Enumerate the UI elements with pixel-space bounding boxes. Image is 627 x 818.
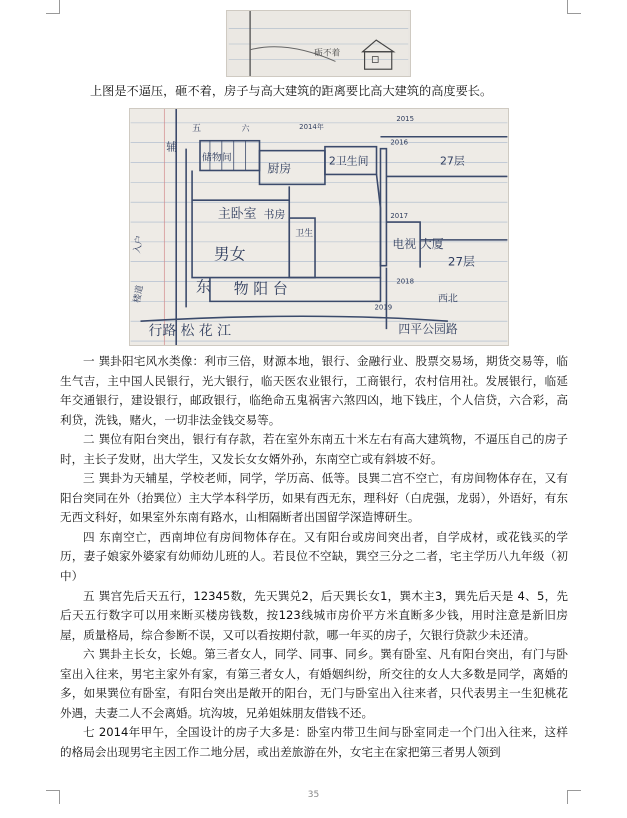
label-study: 书房 <box>263 208 286 222</box>
paragraph-3: 三 巽卦为天辅星，学校老师，同学，学历高、低等。艮巽二宫不空亡，有房间物体存在，又有阳台突同在外（抬巽位）主大学本科学历，如果有西无东，理科好（白虎强，龙弱），外语好，有东无西文科好，如果室外东南有路水，山相隔断者出国留学深造博研生。 <box>60 471 568 525</box>
sketch-top-drawing <box>227 11 410 76</box>
label-park: 四平公园路 <box>398 322 458 337</box>
image-caption: 上图是不逼压，砸不着，房子与高大建筑的距离要比高大建筑的高度要长。 <box>90 84 493 98</box>
label-toilet: 卫生 <box>295 228 314 239</box>
paragraph-5: 五 巽宫先后天五行，12345数，先天巽兑2，后天巽长女1，巽木主3，巽先后天是 4、5，先后天五行数字可以用来断买楼房钱数，按123线城市房价平方米直断多少钱，用时注意是新旧房屋，质量格局，综合参断不误，又可以看按期付款，哪一年买的房子，欠银行贷款少未还清。 <box>60 588 568 642</box>
label-tv: 电视 大厦 <box>392 236 444 251</box>
sketch-photo-top <box>226 10 411 77</box>
label-wu: 五 <box>192 123 201 134</box>
label-kitchen: 厨房 <box>267 161 292 176</box>
label-kitchen-block: 储物间 <box>201 152 232 164</box>
label-year-2014: 2014年 <box>299 122 324 131</box>
floor-plan-sketch-photo <box>129 108 509 346</box>
page-number: 35 <box>307 790 320 800</box>
label-liu: 六 <box>241 123 250 133</box>
label-west-north: 西北 <box>437 293 458 305</box>
paragraph-7: 七 2014年甲午，全国设计的房子大多是：卧室内带卫生间与卧室同走一个门出入往来，这样的格局会出现男宅主因工作二地分居，或出差旅游在外，女宅主在家把第三者男人领到 <box>60 725 568 759</box>
label-east: 东 <box>196 277 211 296</box>
label-year-2015: 2015 <box>396 114 415 123</box>
label-balcony: 物 阳 台 <box>233 279 288 298</box>
label-male: 男女 <box>213 244 246 264</box>
label-year-2017: 2017 <box>390 212 409 221</box>
crop-mark-top-right <box>567 0 581 14</box>
label-entrance-left: 入户 <box>132 234 146 255</box>
label-year-2016: 2016 <box>390 138 409 147</box>
label-road: 行路 松 花 江 <box>148 323 232 340</box>
label-left-side: 楼道 <box>132 284 146 304</box>
paragraph-4: 四 东南空亡，西南坤位有房间物体存在。又有阳台或房间突出者，自学成材，或花钱买的学历，妻子娘家外婆家有幼师幼儿班的人。若艮位不空缺，巽空三分之二者，宅主学历八九年级（初中） <box>60 529 568 584</box>
label-second-bath: 2卫生间 <box>328 154 369 168</box>
paragraph-6: 六 巽卦主长女，长媳。第三者女人，同学、同事、同乡。巽有卧室、凡有阳台突出，有门与卧室出入往来，男宅主家外有家，有第三者女人，有婚姻纠纷，所交往的女人大多数是同学，离婚的多，如果巽位有卧室，有阳台突出是敞开的阳台，无门与卧室出入往来者，只代表男主一生犯桃花外遇，夫妻二人不会离婚。坑沟坡，兄弟姐妹朋友借钱不还。 <box>60 647 568 720</box>
body-text <box>60 352 568 762</box>
label-year-2018: 2018 <box>396 277 415 286</box>
label-floors-right: 27层 <box>447 254 475 269</box>
paragraph-1: 一 巽卦阳宅风水类像：利市三倍，财源本地，银行、金融行业、股票交易场，期货交易等，临生气吉，主中国人民银行，光大银行，临天医农业银行，工商银行，农村信用社。发展银行，临延年交通银行，建设银行，邮政银行，临绝命五鬼祸害六煞四凶，地下钱庄，个人信贷，六合彩，高利贷，洗钱，赌火，一切非法金钱交易等。 <box>60 354 568 427</box>
label-floors-top: 27层 <box>439 154 465 168</box>
floor-plan-drawing <box>130 109 508 345</box>
paragraph-2: 二 巽位有阳台突出，银行有存款，若在室外东南五十米左右有高大建筑物，不逼压自己的房子时，主长子发财，出大学生，又发长女女婿外孙，东南空亡或有斜坡不好。 <box>60 432 568 466</box>
label-master-bed: 主卧室 <box>217 207 257 223</box>
sketch-top-label: 砺不着 <box>314 48 341 59</box>
crop-mark-top-left <box>46 0 60 14</box>
label-year-2019: 2019 <box>374 303 393 312</box>
label-fu: 辅 <box>166 140 178 154</box>
